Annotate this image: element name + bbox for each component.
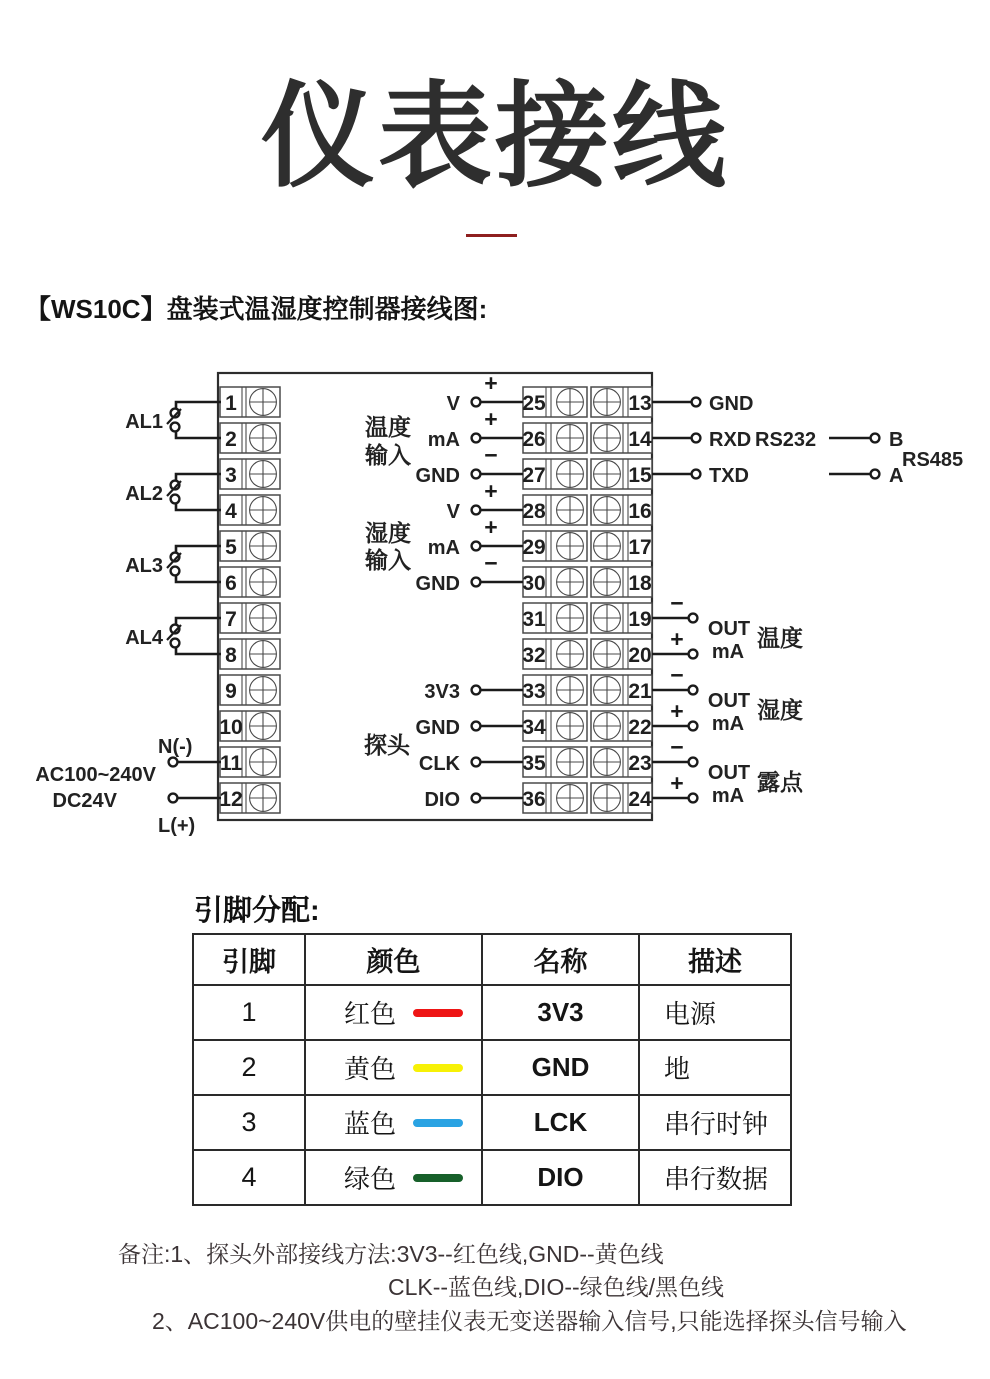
terminal-mid-left-32 [522, 639, 587, 669]
output-group-露点 [652, 734, 804, 807]
connection-point [171, 639, 180, 648]
alarm-label: AL3 [125, 555, 163, 577]
pin-color-name: 黄色 [344, 1054, 397, 1084]
polarity-sign: − [670, 662, 684, 688]
note-line-3: 2、AC100~240V供电的壁挂仪表无变送器输入信号,只能选择探头信号输入 [152, 1308, 907, 1334]
terminal-mid-right-18 [591, 567, 652, 597]
output-group-湿度 [652, 662, 803, 735]
terminal-number: 10 [219, 716, 243, 739]
output-name: 温度 [757, 625, 803, 651]
terminal-left-5 [220, 531, 280, 561]
terminal-number: 29 [522, 536, 546, 559]
connection-point [472, 578, 481, 587]
power-supply-label: AC100~240V [35, 764, 156, 786]
pin-desc: 电源 [639, 985, 791, 1040]
pin-desc: 串行时钟 [639, 1095, 791, 1150]
connection-point [171, 495, 180, 504]
terminal-mid-right-19 [591, 603, 652, 633]
power-group [35, 736, 221, 837]
output-name: 湿度 [757, 697, 803, 723]
terminal-number: 15 [628, 464, 652, 487]
terminal-mid-left-27 [522, 459, 587, 489]
comm-pin-label: TXD [709, 465, 749, 487]
terminal-number: 24 [628, 788, 652, 811]
comm-group [652, 393, 963, 487]
alarm-label: AL2 [125, 483, 163, 505]
terminal-number: 3 [225, 464, 237, 487]
terminal-mid-right-14 [591, 423, 652, 453]
terminal-mid-right-16 [591, 495, 652, 525]
alarm-group-AL2 [125, 474, 221, 510]
humi-input-pin-label: mA [427, 537, 460, 559]
polarity-sign: + [484, 370, 498, 396]
connection-point [472, 794, 481, 803]
temp-input-title: 温度 [365, 414, 411, 440]
probe-pin-label: GND [415, 717, 460, 739]
output-group-温度 [652, 590, 803, 663]
humi-input-title: 输入 [365, 547, 411, 573]
pin-table-row [193, 1095, 791, 1150]
terminal-left-2 [220, 423, 280, 453]
pin-color-swatch [413, 1174, 463, 1182]
terminal-mid-right-21 [591, 675, 652, 705]
temp-input-pin-label: GND [415, 465, 460, 487]
connection-point [692, 398, 701, 407]
connection-point [689, 686, 698, 695]
ma-label: mA [711, 641, 745, 663]
alarm-group-AL3 [125, 546, 221, 582]
probe-pin-label: DIO [424, 789, 460, 811]
temp-input-group [364, 370, 523, 487]
connection-point [689, 722, 698, 731]
humi-input-pin-label: V [446, 501, 460, 523]
pin-number: 2 [193, 1040, 305, 1095]
polarity-sign: + [670, 626, 684, 652]
polarity-sign: − [484, 550, 498, 576]
polarity-sign: − [484, 442, 498, 468]
header-desc: 描述 [639, 934, 791, 985]
connection-point [689, 794, 698, 803]
terminal-mid-right-15 [591, 459, 652, 489]
terminal-mid-left-35 [522, 747, 587, 777]
polarity-sign: + [670, 698, 684, 724]
terminal-number: 5 [225, 536, 237, 559]
connection-point [689, 650, 698, 659]
probe-group [364, 681, 523, 811]
terminal-number: 14 [628, 428, 652, 451]
terminal-number: 28 [522, 500, 546, 523]
terminal-number: 11 [219, 752, 243, 775]
pin-color [305, 1095, 482, 1150]
probe-title: 探头 [364, 732, 410, 758]
terminal-left-7 [220, 603, 280, 633]
terminal-mid-left-28 [522, 495, 587, 525]
connection-point [871, 434, 880, 443]
pin-color-name: 蓝色 [344, 1109, 397, 1139]
pin-color-name: 绿色 [344, 1164, 397, 1194]
header-pin: 引脚 [193, 934, 305, 985]
terminal-number: 16 [628, 500, 652, 523]
connection-point [169, 794, 178, 803]
terminal-number: 8 [225, 644, 237, 667]
humi-input-title: 湿度 [365, 520, 411, 546]
terminal-number: 6 [225, 572, 237, 595]
connection-point [472, 506, 481, 515]
pin-name: DIO [482, 1150, 639, 1205]
rs485-b-label: B [889, 429, 904, 451]
terminal-number: 17 [628, 536, 652, 559]
connection-point [692, 470, 701, 479]
terminal-left-1 [220, 387, 280, 417]
header-name: 名称 [482, 934, 639, 985]
terminal-number: 19 [628, 608, 652, 631]
humi-input-pin-label: GND [415, 573, 460, 595]
polarity-sign: − [670, 590, 684, 616]
terminal-number: 36 [522, 788, 546, 811]
terminal-number: 30 [522, 572, 546, 595]
rs232-label: RS232 [755, 429, 817, 451]
connection-point [472, 398, 481, 407]
pin-color-name: 红色 [344, 999, 397, 1029]
pin-desc: 地 [639, 1040, 791, 1095]
terminal-mid-left-34 [522, 711, 587, 741]
probe-pin-label: 3V3 [424, 681, 460, 703]
terminal-number: 21 [628, 680, 652, 703]
diagram-subtitle: 【WS10C】盘装式温湿度控制器接线图: [25, 294, 488, 324]
connection-point [169, 758, 178, 767]
terminal-left-10 [219, 711, 280, 741]
page-title: 仪表接线 [260, 74, 729, 201]
ma-label: mA [711, 785, 745, 807]
connection-point [472, 722, 481, 731]
pin-assignment-table [192, 933, 792, 1206]
connection-point [472, 434, 481, 443]
polarity-sign: + [484, 478, 498, 504]
ma-label: mA [711, 713, 745, 735]
connection-point [472, 542, 481, 551]
title-accent-line [466, 234, 517, 237]
terminal-number: 27 [522, 464, 546, 487]
terminal-number: 9 [225, 680, 237, 703]
terminal-mid-left-25 [522, 387, 587, 417]
terminal-mid-right-20 [591, 639, 652, 669]
terminal-mid-left-30 [522, 567, 587, 597]
power-l-label: L(+) [158, 815, 196, 837]
terminal-left-11 [220, 747, 280, 777]
pin-table-row [193, 985, 791, 1040]
pin-color [305, 1150, 482, 1205]
terminal-number: 4 [225, 500, 237, 523]
polarity-sign: + [670, 770, 684, 796]
terminal-mid-right-23 [591, 747, 652, 777]
temp-input-title: 输入 [365, 442, 411, 468]
terminal-number: 22 [628, 716, 652, 739]
out-label: OUT [707, 690, 751, 712]
pin-desc: 串行数据 [639, 1150, 791, 1205]
power-supply-label: DC24V [52, 790, 117, 812]
terminal-mid-left-33 [522, 675, 587, 705]
connection-point [171, 423, 180, 432]
connection-point [871, 470, 880, 479]
out-label: OUT [707, 618, 751, 640]
pin-number: 1 [193, 985, 305, 1040]
output-name: 露点 [757, 769, 803, 795]
terminal-number: 20 [628, 644, 652, 667]
pin-name: 3V3 [482, 985, 639, 1040]
terminal-mid-left-26 [522, 423, 587, 453]
pin-table-title: 引脚分配: [194, 895, 320, 927]
connection-point [689, 758, 698, 767]
temp-input-pin-label: mA [427, 429, 460, 451]
comm-pin-label: GND [709, 393, 754, 415]
rs485-a-label: A [889, 465, 904, 487]
wiring-diagram-root [35, 370, 963, 837]
note-line-2: CLK--蓝色线,DIO--绿色线/黑色线 [388, 1274, 725, 1300]
terminal-mid-right-24 [591, 783, 652, 813]
terminal-number: 12 [219, 788, 243, 811]
terminal-number: 26 [522, 428, 546, 451]
comm-pin-label: RXD [709, 429, 752, 451]
terminal-number: 33 [522, 680, 546, 703]
terminal-left-9 [220, 675, 280, 705]
terminal-mid-left-36 [522, 783, 587, 813]
connection-point [171, 567, 180, 576]
alarm-label: AL1 [125, 411, 163, 433]
terminal-mid-right-13 [591, 387, 652, 417]
connection-point [472, 470, 481, 479]
alarm-group-AL1 [125, 402, 221, 438]
terminal-left-6 [220, 567, 280, 597]
alarm-group-AL4 [125, 618, 221, 654]
terminal-number: 31 [522, 608, 546, 631]
terminal-number: 32 [522, 644, 546, 667]
out-label: OUT [707, 762, 751, 784]
note-line-1: 备注:1、探头外部接线方法:3V3--红色线,GND--黄色线 [118, 1241, 664, 1267]
connection-point [692, 434, 701, 443]
pin-color [305, 985, 482, 1040]
terminal-left-3 [220, 459, 280, 489]
terminal-mid-left-29 [522, 531, 587, 561]
polarity-sign: + [484, 406, 498, 432]
terminal-left-12 [219, 783, 280, 813]
polarity-sign: − [670, 734, 684, 760]
terminal-number: 1 [225, 392, 237, 415]
header-color: 颜色 [305, 934, 482, 985]
humi-input-group [364, 478, 523, 595]
pin-color-swatch [413, 1119, 463, 1127]
connection-point [689, 614, 698, 623]
pin-number: 3 [193, 1095, 305, 1150]
pin-table-row [193, 1040, 791, 1095]
terminal-number: 34 [522, 716, 546, 739]
terminal-mid-right-17 [591, 531, 652, 561]
terminal-mid-left-31 [522, 603, 587, 633]
connection-point [472, 686, 481, 695]
rs485-label: RS485 [902, 449, 964, 471]
terminal-number: 25 [522, 392, 546, 415]
alarm-label: AL4 [125, 627, 163, 649]
terminal-number: 2 [225, 428, 237, 451]
terminal-number: 7 [225, 608, 237, 631]
terminal-number: 18 [628, 572, 652, 595]
polarity-sign: + [484, 514, 498, 540]
wiring-diagram [0, 350, 990, 850]
pin-color [305, 1040, 482, 1095]
pin-number: 4 [193, 1150, 305, 1205]
connection-point [472, 758, 481, 767]
pin-name: GND [482, 1040, 639, 1095]
probe-pin-label: CLK [418, 753, 460, 775]
terminal-mid-right-22 [591, 711, 652, 741]
terminal-number: 13 [628, 392, 652, 415]
terminal-left-8 [220, 639, 280, 669]
terminal-number: 23 [628, 752, 652, 775]
pin-table-row [193, 1150, 791, 1205]
temp-input-pin-label: V [446, 393, 460, 415]
power-n-label: N(-) [158, 736, 193, 758]
pin-name: LCK [482, 1095, 639, 1150]
pin-color-swatch [413, 1009, 463, 1017]
terminal-left-4 [220, 495, 280, 525]
terminal-number: 35 [522, 752, 546, 775]
pin-color-swatch [413, 1064, 463, 1072]
pin-table-header-row [193, 934, 791, 985]
